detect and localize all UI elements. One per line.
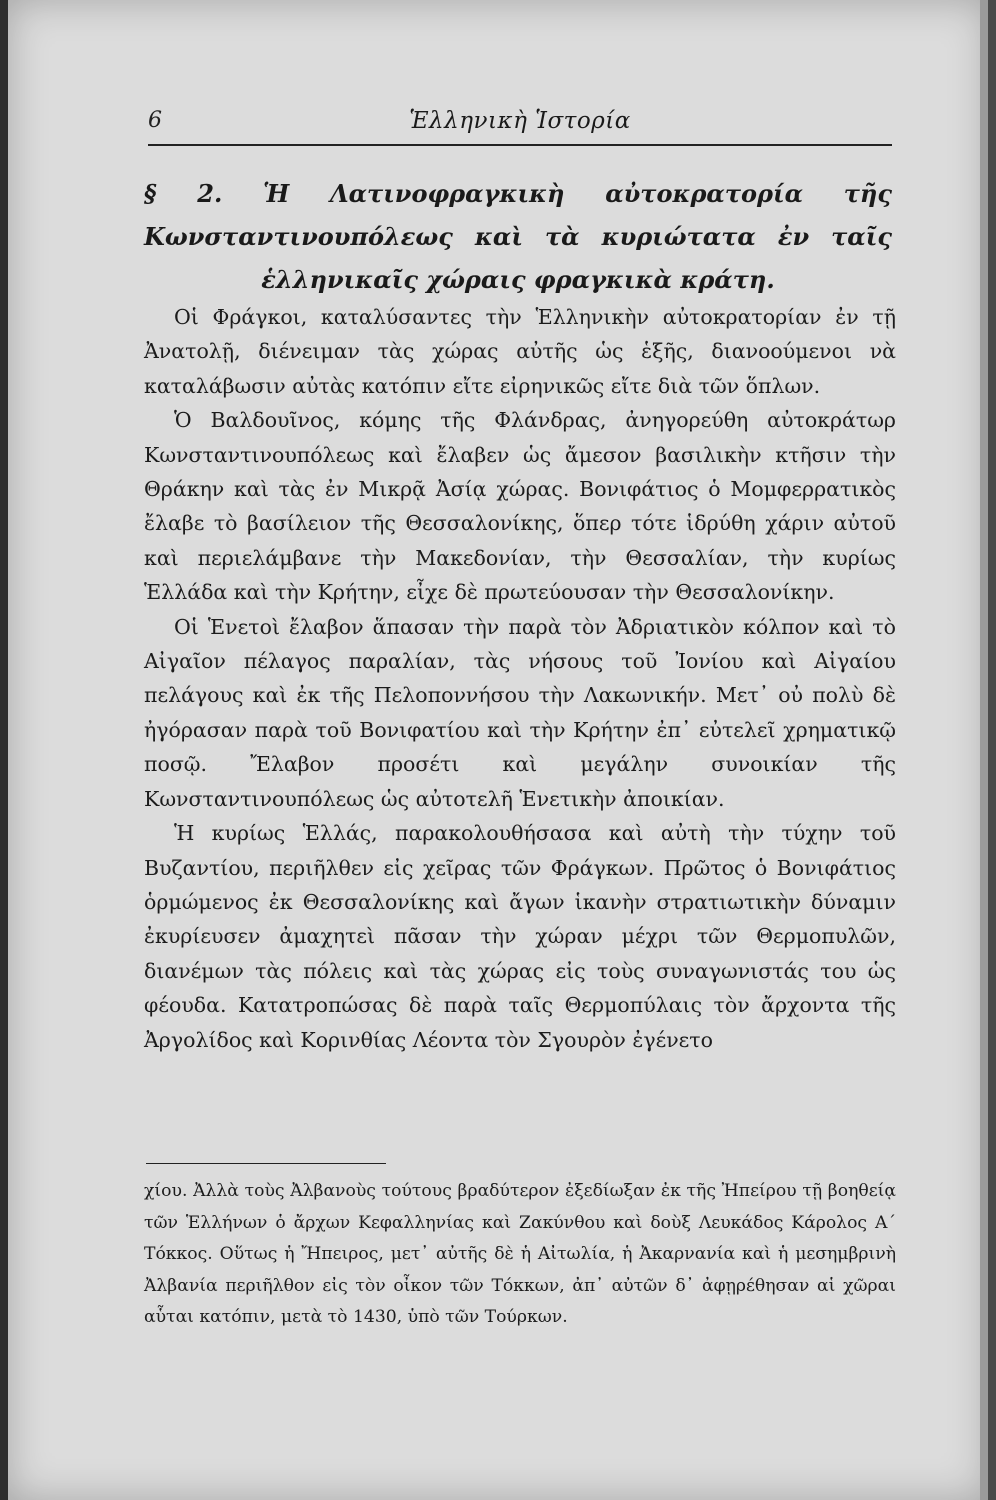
footnote-text: χίου. Ἀλλὰ τοὺς Ἀλβανοὺς τούτους βραδύτερον ἐξεδίωξαν ἐκ τῆς Ἠπείρου τῇ βοηθείᾳ τῶν Ἑλλήνων ὁ ἄρχων Κεφαλληνίας καὶ Ζακύνθου καὶ δοὺξ Λευκάδος Κάρολος Α΄ Τόκκος. Οὕτως ἡ Ἤπειρος, μετ᾽ αὐτῆς δὲ ἡ Αἰτωλία, ἡ Ἀκαρνανία καὶ ἡ μεσημβρινὴ Ἀλβανία περιῆλθον εἰς τὸν οἶκον τῶν Τόκκων, ἀπ᾽ αὐτῶν δ᾽ ἀφῃρέθησαν αἱ χῶραι αὗται κατόπιν, μετὰ τὸ 1430, ὑπὸ τῶν Τούρκων.	[144, 1181, 896, 1327]
footnote-separator	[146, 1163, 386, 1164]
page-number: 6	[148, 108, 162, 133]
body-text	[144, 300, 896, 1057]
scan-edge-left	[0, 0, 8, 1500]
paragraph-3: Οἱ Ἑνετοὶ ἔλαβον ἅπασαν τὴν παρὰ τὸν Ἀδριατικὸν κόλπον καὶ τὸ Αἰγαῖον πέλαγος παραλίαν, τὰς νήσους τοῦ Ἰονίου καὶ Αἰγαίου πελάγους καὶ ἐκ τῆς Πελοποννήσου τὴν Λακωνικήν. Μετ᾽ οὐ πολὺ δὲ ἠγόρασαν παρὰ τοῦ Βονιφατίου καὶ τὴν Κρήτην ἐπ᾽ εὐτελεῖ χρηματικῷ ποσῷ. Ἔλαβον προσέτι καὶ μεγάλην συνοικίαν τῆς Κωνσταντινουπόλεως ὡς αὐτοτελῆ Ἑνετικὴν ἀποικίαν.	[144, 614, 896, 811]
book-page	[8, 0, 988, 1500]
footnote	[144, 1176, 896, 1334]
scan-edge-right	[980, 0, 988, 1500]
paragraph-1: Οἱ Φράγκοι, καταλύσαντες τὴν Ἑλληνικὴν αὐτοκρατορίαν ἐν τῇ Ἀνατολῇ, διένειμαν τὰς χώρας αὐτῆς ὡς ἑξῆς, διανοούμενοι νὰ καταλάβωσιν αὐτὰς κατόπιν εἴτε εἰρηνικῶς εἴτε διὰ τῶν ὅπλων.	[144, 305, 896, 398]
running-title: Ἑλληνικὴ Ἱστορία	[409, 108, 631, 134]
page-header	[148, 108, 892, 146]
paragraph-4: Ἡ κυρίως Ἑλλάς, παρακολουθήσασα καὶ αὐτὴ τὴν τύχην τοῦ Βυζαντίου, περιῆλθεν εἰς χεῖρας τῶν Φράγκων. Πρῶτος ὁ Βονιφάτιος ὁρμώμενος ἐκ Θεσσαλονίκης καὶ ἄγων ἱκανὴν στρατιωτικὴν δύναμιν ἐκυρίευσεν ἀμαχητεὶ πᾶσαν τὴν χώραν μέχρι τῶν Θερμοπυλῶν, διανέμων τὰς πόλεις καὶ τὰς χώρας εἰς τοὺς συναγωνιστάς του ὡς φέουδα. Κατατροπώσας δὲ παρὰ ταῖς Θερμοπύλαις τὸν ἄρχοντα τῆς Ἀργολίδος καὶ Κορινθίας Λέοντα τὸν Σγουρὸν ἐγένετο	[144, 821, 896, 1052]
section-heading: § 2. Ἡ Λατινοφραγκικὴ αὐτοκρατορία τῆς Κωνσταντινουπόλεως καὶ τὰ κυριώτατα ἐν ταῖς ἑλληνικαῖς χώραις φραγκικὰ κράτη.	[144, 179, 892, 294]
paragraph-2: Ὁ Βαλδουῖνος, κόμης τῆς Φλάνδρας, ἀνηγορεύθη αὐτοκράτωρ Κωνσταντινουπόλεως καὶ ἔλαβεν ὡς ἄμεσον βασιλικὴν κτῆσιν τὴν Θράκην καὶ τὰς ἐν Μικρᾷ Ἀσίᾳ χώρας. Βονιφάτιος ὁ Μομφερρατικὸς ἔλαβε τὸ βασίλειον τῆς Θεσσαλονίκης, ὅπερ τότε ἱδρύθη χάριν αὐτοῦ καὶ περιελάμβανε τὴν Μακεδονίαν, τὴν Θεσσαλίαν, τὴν κυρίως Ἑλλάδα καὶ τὴν Κρήτην, εἶχε δὲ πρωτεύουσαν τὴν Θεσσαλονίκην.	[144, 408, 896, 605]
